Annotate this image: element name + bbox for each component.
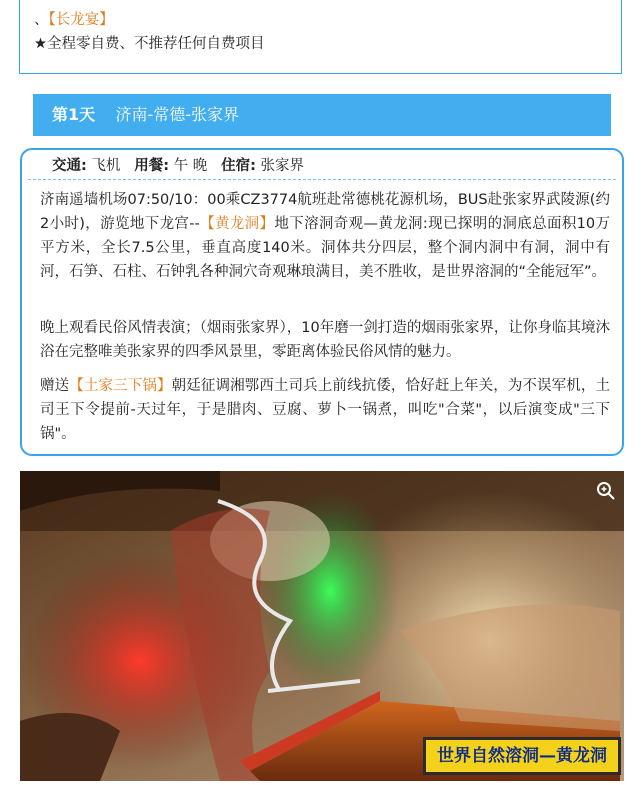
- p1-highlight: 【黄龙洞】: [199, 216, 275, 232]
- p3-text-b: 朝廷征调湘鄂西土司兵上前线抗倭，恰好赶上年关，为不误军机，土司王下令提前-天过年，于是腊肉、豆腐、萝卜一锅煮，叫吃"合菜"，以后演变成"三下锅"。: [40, 378, 611, 442]
- day-detail-card: [20, 148, 624, 456]
- meals-label: 用餐:: [134, 158, 170, 174]
- meals-value: 午 晚: [173, 158, 208, 174]
- paragraph-gift: [40, 374, 610, 446]
- day-route: 济南-常德-张家界: [115, 105, 240, 124]
- transport-label: 交通:: [52, 158, 87, 174]
- p3-text-a: 赠送: [40, 378, 70, 394]
- cave-photo: [20, 471, 624, 781]
- stay-value: 张家界: [260, 158, 305, 174]
- intro-prefix: 、: [34, 12, 49, 28]
- meta-divider: [28, 179, 616, 180]
- intro-highlight: 【长龙宴】: [48, 12, 114, 28]
- meta-row: [52, 154, 304, 178]
- cave-illustration: [20, 471, 624, 781]
- paragraph-itinerary: [40, 188, 610, 284]
- intro-line-1: [34, 8, 621, 32]
- p3-highlight: 【土家三下锅】: [69, 378, 172, 394]
- zoom-icon[interactable]: [594, 479, 618, 503]
- intro-box: [19, 0, 622, 74]
- photo-caption: 世界自然溶洞—黄龙洞: [423, 737, 621, 775]
- paragraph-show: [40, 316, 610, 364]
- p2-text: 晚上观看民俗风情表演；（烟雨张家界），10年磨一剑打造的烟雨张家界，让你身临其境沐浴在完整唯美张家界的四季风景里，零距离体验民俗风情的魅力。: [40, 320, 610, 360]
- stay-label: 住宿:: [221, 158, 256, 174]
- day-banner: [33, 94, 611, 136]
- intro-line-2: ★全程零自费、不推荐任何自费项目: [34, 36, 265, 52]
- p1-text-a: 济南遥墙机场07:50/10：00乘CZ3774航班赴常德桃花源机场，BUS赴张家界武陵源(约2小时)，游览地下龙宫--: [40, 192, 610, 232]
- day-label: 第1天: [52, 105, 96, 124]
- p1-text-b: 地下溶洞奇观—黄龙洞:现已探明的洞底总面积10万平方米，全长7.5公里，垂直高度140米。洞体共分四层，整个洞内洞中有洞，洞中有河，石笋、石柱、石钟乳各种洞穴奇观琳琅满目，美不胜收，是世界溶洞的“全能冠军”。: [40, 216, 610, 280]
- transport-value: 飞机: [91, 158, 121, 174]
